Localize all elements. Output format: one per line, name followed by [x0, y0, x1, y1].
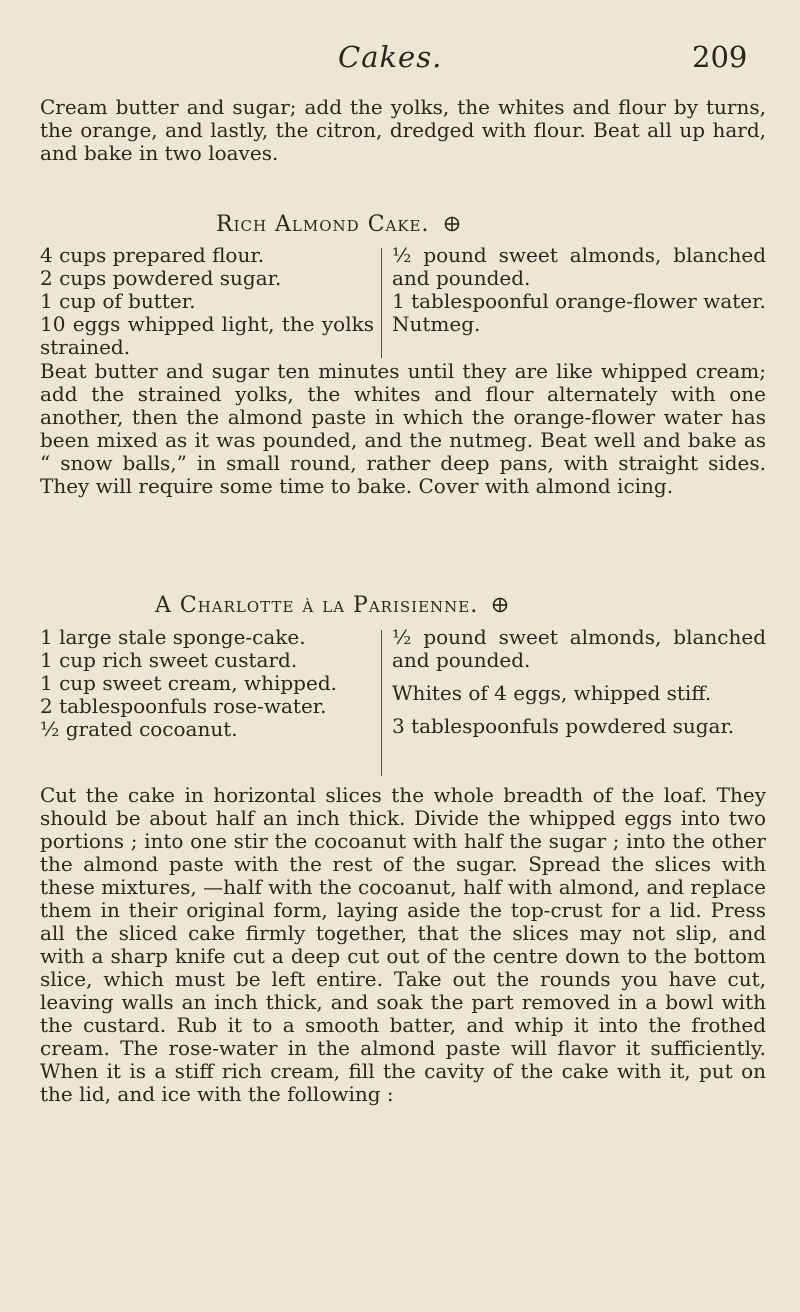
page-number: 209 — [692, 40, 748, 74]
intro-text: Cream butter and sugar; add the yolks, the whites and flour by turns, the orange, and lastly, the citron, dredged with flour. Beat all up hard, and bake in two loaves. — [40, 95, 766, 165]
ingredient-item: 3 tablespoonfuls powdered sugar. — [392, 714, 735, 738]
column-divider — [381, 248, 382, 358]
recipe-title: Rich Almond Cake. — [216, 212, 430, 237]
ingredient-item: 1 cup sweet cream, whipped. — [40, 671, 337, 695]
directions-rich-almond-cake — [40, 360, 766, 498]
ingredients-charlotte — [40, 626, 766, 778]
running-head-title: Cakes. — [338, 40, 443, 74]
recipe-title: A Charlotte à la Parisienne. — [155, 593, 479, 618]
ingredient-item: 1 tablespoonful orange-flower water. — [392, 289, 766, 313]
directions-charlotte — [40, 784, 766, 1106]
ingredient-item: Whites of 4 eggs, whipped stiff. — [392, 681, 712, 705]
recipe-heading-charlotte — [0, 593, 800, 618]
ingredient-item: 1 cup of butter. — [40, 289, 196, 313]
cross-circle-icon — [492, 597, 508, 613]
ingredients-right-column — [392, 626, 766, 738]
directions-text: Cut the cake in horizontal slices the whole breadth of the loaf. They should be about half an inch thick. Divide the whipped eggs into two portions ; into one stir the cocoanut with half the sugar ; into the other the almond paste with the rest of the sugar. Spread the slices with these mixtures, —half with the cocoanut, half with almond, and replace them in their original form, laying aside the top-crust for a lid. Press all the sliced cake firmly together, that the slices may not slip, and with a sharp knife cut a deep cut out of the centre down to the bottom slice, which must be left entire. Take out the rounds you have cut, leaving walls an inch thick, and soak the part removed in a bowl with the custard. Rub it to a smooth batter, and whip it into the frothed cream. The rose-water in the almond paste will flavor it sufficiently. When it is a stiff rich cream, fill the cavity of the cake with it, put on the lid, and ice with the following : — [40, 783, 766, 1106]
ingredient-item: 4 cups prepared flour. — [40, 243, 265, 267]
cross-circle-icon — [444, 216, 460, 232]
running-head — [0, 40, 800, 80]
ingredient-item: Nutmeg. — [392, 312, 481, 336]
ingredient-item: ½ grated cocoanut. — [40, 717, 238, 741]
ingredient-item: 2 cups powdered sugar. — [40, 266, 282, 290]
ingredients-right-column — [392, 244, 766, 336]
ingredient-item: 10 eggs whipped light, the yolks strained. — [40, 312, 374, 359]
directions-text: Beat butter and sugar ten minutes until they are like whipped cream; add the strained yolks, the whites and flour alternately with one another, then the almond paste in which the orange-flower water has been mixed as it was pounded, and the nutmeg. Beat well and bake as “ snow balls,” in small round, rather deep pans, with straight sides. They will require some time to bake. Cover with almond icing. — [40, 359, 766, 498]
column-divider — [381, 630, 382, 776]
ingredient-item: 1 large stale sponge-cake. — [40, 625, 306, 649]
ingredient-item: ½ pound sweet almonds, blanched and pounded. — [392, 625, 766, 672]
ingredient-item: 1 cup rich sweet custard. — [40, 648, 298, 672]
ingredients-left-column — [40, 244, 374, 359]
ingredients-rich-almond-cake — [40, 244, 766, 360]
ingredients-left-column — [40, 626, 374, 741]
recipe-heading-rich-almond-cake — [0, 212, 800, 237]
ingredient-item: ½ pound sweet almonds, blanched and pounded. — [392, 243, 766, 290]
ingredient-item: 2 tablespoonfuls rose-water. — [40, 694, 327, 718]
intro-paragraph — [40, 96, 766, 165]
